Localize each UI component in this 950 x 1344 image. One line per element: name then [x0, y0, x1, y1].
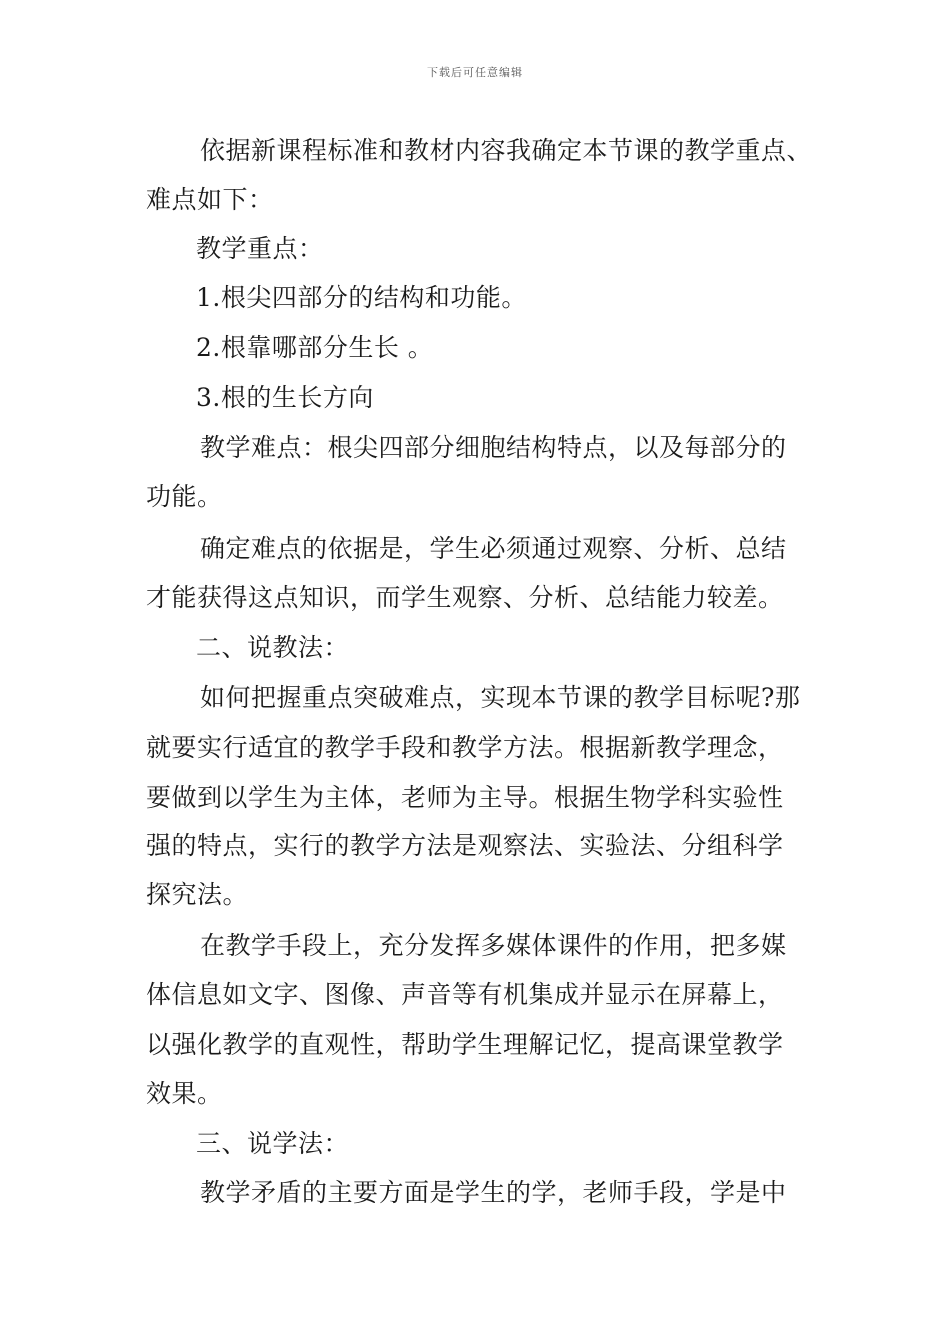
page-header: 下载后可任意编辑: [427, 66, 523, 79]
text-line: 教学重点：: [196, 234, 324, 263]
text-line: 才能获得这点知识，而学生观察、分析、总结能力较差。: [146, 583, 784, 612]
text-line: 体信息如文字、图像、声音等有机集成并显示在屏幕上，: [146, 980, 784, 1009]
text-line: 功能。: [146, 482, 223, 511]
text-line: 1.根尖四部分的结构和功能。: [196, 283, 527, 312]
text-line: 2.根靠哪部分生长 。: [196, 333, 434, 362]
text-line: 要做到以学生为主体，老师为主导。根据生物学科实验性: [146, 783, 784, 812]
text-line: 强的特点，实行的教学方法是观察法、实验法、分组科学: [146, 831, 784, 860]
text-line: 教学矛盾的主要方面是学生的学，老师手段，学是中: [200, 1178, 787, 1207]
section-heading: 二、说教法：: [196, 633, 350, 662]
text-line: 在教学手段上，充分发挥多媒体课件的作用，把多媒: [200, 931, 787, 960]
text-line: 教学难点：根尖四部分细胞结构特点，以及每部分的: [200, 433, 787, 462]
text-line: 难点如下：: [146, 185, 274, 214]
text-line: 探究法。: [146, 880, 249, 909]
section-heading: 三、说学法：: [196, 1129, 350, 1158]
text-line: 如何把握重点突破难点，实现本节课的教学目标呢?那: [200, 683, 801, 712]
text-line: 效果。: [146, 1079, 223, 1108]
text-line: 以强化教学的直观性，帮助学生理解记忆，提高课堂教学: [146, 1030, 784, 1059]
text-line: 3.根的生长方向: [196, 383, 374, 412]
text-line: 依据新课程标准和教材内容我确定本节课的教学重点、: [200, 136, 813, 165]
text-line: 就要实行适宜的教学手段和教学方法。根据新教学理念，: [146, 733, 784, 762]
text-line: 确定难点的依据是，学生必须通过观察、分析、总结: [200, 534, 787, 563]
